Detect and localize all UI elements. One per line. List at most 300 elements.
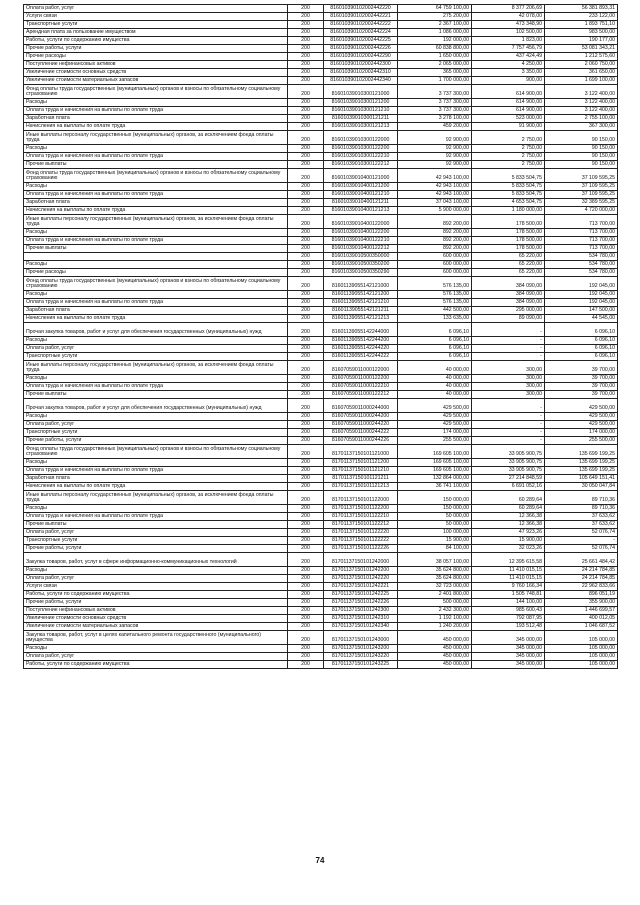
budget-code: 81601139055142121211 — [324, 307, 398, 315]
row-name: Прочие работы, услуги — [24, 599, 288, 607]
unexecuted-amount: 429 500,00 — [545, 413, 618, 421]
executed-amount: 3 350,00 — [472, 69, 545, 77]
budget-code: 81601139055142121213 — [324, 315, 398, 323]
table-row — [24, 337, 618, 345]
unexecuted-amount: 1 446 699,57 — [545, 607, 618, 615]
approved-amount: 92 900,00 — [398, 131, 472, 145]
budget-code: 81601039010300122200 — [324, 145, 398, 153]
approved-amount: 6 096,10 — [398, 323, 472, 337]
row-name: Прочая закупка товаров, работ и услуг для обеспечения государственных (муниципальных) нужд — [24, 399, 288, 413]
line-code: 200 — [288, 391, 324, 399]
budget-code: 81701137150101122200 — [324, 505, 398, 513]
line-code: 200 — [288, 253, 324, 261]
approved-amount: 3 278 100,00 — [398, 115, 472, 123]
approved-amount: 459 200,00 — [398, 123, 472, 131]
budget-code: 816010390102002442300 — [324, 61, 398, 69]
unexecuted-amount: 39 700,00 — [545, 361, 618, 375]
line-code: 200 — [288, 237, 324, 245]
approved-amount: 1 192 100,00 — [398, 615, 472, 623]
executed-amount: 384 090,00 — [472, 277, 545, 291]
executed-amount: 300,00 — [472, 383, 545, 391]
page-number: 74 — [315, 856, 325, 865]
approved-amount: 6 096,10 — [398, 345, 472, 353]
row-name: Оплата труда и начисления на выплаты по оплате труда — [24, 467, 288, 475]
line-code: 200 — [288, 207, 324, 215]
row-name: Расходы — [24, 229, 288, 237]
approved-amount: 36 741 100,00 — [398, 483, 472, 491]
row-name: Оплата труда и начисления на выплаты по оплате труда — [24, 191, 288, 199]
budget-code: 816010390102002442225 — [324, 37, 398, 45]
row-name: Начисления на выплаты по оплате труда — [24, 207, 288, 215]
approved-amount: 429 500,00 — [398, 413, 472, 421]
table-row — [24, 459, 618, 467]
executed-amount: 1 180 000,00 — [472, 207, 545, 215]
table-row — [24, 85, 618, 99]
row-name: Прочая закупка товаров, работ и услуг для обеспечения государственных (муниципальных) нужд — [24, 323, 288, 337]
executed-amount: 65 220,00 — [472, 269, 545, 277]
line-code: 200 — [288, 607, 324, 615]
budget-code: 81601039010400122210 — [324, 237, 398, 245]
approved-amount: 92 900,00 — [398, 153, 472, 161]
line-code: 200 — [288, 13, 324, 21]
budget-code: 81601039010400121213 — [324, 207, 398, 215]
row-name: Прочие работы, услуги — [24, 437, 288, 445]
line-code: 200 — [288, 53, 324, 61]
table-row — [24, 521, 618, 529]
line-code: 200 — [288, 29, 324, 37]
unexecuted-amount: 37 633,62 — [545, 521, 618, 529]
executed-amount: 6 691 052,16 — [472, 483, 545, 491]
approved-amount: 174 000,00 — [398, 429, 472, 437]
line-code: 200 — [288, 521, 324, 529]
unexecuted-amount: 534 780,00 — [545, 269, 618, 277]
table-row — [24, 229, 618, 237]
budget-code: 81601139055142121000 — [324, 277, 398, 291]
line-code: 200 — [288, 429, 324, 437]
row-name: Оплата работ, услуг — [24, 529, 288, 537]
budget-code: 81701137150101242000 — [324, 553, 398, 567]
unexecuted-amount: 39 700,00 — [545, 375, 618, 383]
table-row — [24, 13, 618, 21]
table-row — [24, 475, 618, 483]
budget-code: 81601039010300121210 — [324, 107, 398, 115]
approved-amount: 3 737 300,00 — [398, 99, 472, 107]
row-name: Закупка товаров, работ, услуг в сфере информационно-коммуникационных технологий — [24, 553, 288, 567]
unexecuted-amount: 105 000,00 — [545, 631, 618, 645]
line-code: 200 — [288, 261, 324, 269]
unexecuted-amount: 3 122 400,00 — [545, 99, 618, 107]
budget-code: 81601039010400122212 — [324, 245, 398, 253]
executed-amount: 384 090,00 — [472, 299, 545, 307]
line-code: 200 — [288, 99, 324, 107]
row-name: Транспортные услуги — [24, 21, 288, 29]
unexecuted-amount: 37 109 595,25 — [545, 169, 618, 183]
budget-code: 81701137150101121210 — [324, 467, 398, 475]
line-code: 200 — [288, 459, 324, 467]
executed-amount: 2 750,00 — [472, 153, 545, 161]
table-row — [24, 429, 618, 437]
row-name: Заработная плата — [24, 199, 288, 207]
approved-amount: 38 057 100,00 — [398, 553, 472, 567]
table-row — [24, 399, 618, 413]
unexecuted-amount: 2 060 750,00 — [545, 61, 618, 69]
row-name: Арендная плата за пользование имуществом — [24, 29, 288, 37]
executed-amount: 614 900,00 — [472, 99, 545, 107]
line-code: 200 — [288, 583, 324, 591]
table-row — [24, 21, 618, 29]
line-code: 200 — [288, 183, 324, 191]
approved-amount: 255 500,00 — [398, 437, 472, 445]
executed-amount: 193 512,48 — [472, 623, 545, 631]
approved-amount: 3 737 300,00 — [398, 85, 472, 99]
executed-amount: 2 750,00 — [472, 145, 545, 153]
executed-amount: - — [472, 399, 545, 413]
line-code: 200 — [288, 5, 324, 13]
approved-amount: 576 135,00 — [398, 299, 472, 307]
executed-amount: 295 000,00 — [472, 307, 545, 315]
table-row — [24, 37, 618, 45]
unexecuted-amount: 52 076,74 — [545, 529, 618, 537]
executed-amount: 33 905 900,75 — [472, 467, 545, 475]
budget-code: 81701137150101242225 — [324, 591, 398, 599]
budget-code: 81601039010400121200 — [324, 183, 398, 191]
row-name: Начисления на выплаты по оплате труда — [24, 315, 288, 323]
budget-table-sheet — [23, 4, 617, 669]
executed-amount: 7 757 456,79 — [472, 45, 545, 53]
budget-execution-table — [23, 4, 618, 669]
row-name: Транспортные услуги — [24, 537, 288, 545]
table-row — [24, 583, 618, 591]
approved-amount: 35 624 800,00 — [398, 575, 472, 583]
approved-amount: 600 000,00 — [398, 261, 472, 269]
unexecuted-amount: 90 150,00 — [545, 161, 618, 169]
line-code: 200 — [288, 623, 324, 631]
table-row — [24, 537, 618, 545]
unexecuted-amount: 105 000,00 — [545, 645, 618, 653]
executed-amount: 9 760 166,34 — [472, 583, 545, 591]
unexecuted-amount: 713 700,00 — [545, 245, 618, 253]
budget-code: 81601039010300121200 — [324, 99, 398, 107]
approved-amount: 600 000,00 — [398, 253, 472, 261]
row-name: Заработная плата — [24, 475, 288, 483]
row-name: Увеличение стоимости основных средств — [24, 69, 288, 77]
line-code: 200 — [288, 61, 324, 69]
row-name: Фонд оплаты труда государственных (муниципальных) органов и взносы по обязательному социальному страхованию — [24, 85, 288, 99]
unexecuted-amount: 135 699 199,25 — [545, 467, 618, 475]
line-code: 200 — [288, 421, 324, 429]
executed-amount: 614 900,00 — [472, 85, 545, 99]
table-row — [24, 491, 618, 505]
budget-code: 81701137150101242221 — [324, 583, 398, 591]
row-name: Оплата труда и начисления на выплаты по оплате труда — [24, 513, 288, 521]
row-name: Оплата работ, услуг — [24, 5, 288, 13]
line-code: 200 — [288, 575, 324, 583]
unexecuted-amount: 56 381 893,31 — [545, 5, 618, 13]
line-code: 200 — [288, 107, 324, 115]
unexecuted-amount: 534 780,00 — [545, 261, 618, 269]
budget-code: 81601039010400121000 — [324, 169, 398, 183]
executed-amount: 300,00 — [472, 391, 545, 399]
line-code: 200 — [288, 345, 324, 353]
budget-code: 81601139055142244222 — [324, 353, 398, 361]
approved-amount: 2 367 100,00 — [398, 21, 472, 29]
budget-code: 81701137150101243000 — [324, 631, 398, 645]
executed-amount: 300,00 — [472, 375, 545, 383]
table-row — [24, 413, 618, 421]
line-code: 200 — [288, 375, 324, 383]
budget-code: 81701137150101122222 — [324, 537, 398, 545]
row-name: Услуги связи — [24, 13, 288, 21]
unexecuted-amount: 135 699 199,25 — [545, 459, 618, 467]
unexecuted-amount: 1 046 687,52 — [545, 623, 618, 631]
line-code: 200 — [288, 599, 324, 607]
budget-code: 81601039010300121000 — [324, 85, 398, 99]
line-code: 200 — [288, 399, 324, 413]
unexecuted-amount: 105 000,00 — [545, 661, 618, 669]
table-row — [24, 169, 618, 183]
unexecuted-amount: 429 500,00 — [545, 399, 618, 413]
budget-code: 81601039010400122200 — [324, 229, 398, 237]
executed-amount: 65 220,00 — [472, 253, 545, 261]
executed-amount: 473 348,90 — [472, 21, 545, 29]
executed-amount: 4 653 504,75 — [472, 199, 545, 207]
approved-amount: 40 000,00 — [398, 391, 472, 399]
row-name: Заработная плата — [24, 307, 288, 315]
unexecuted-amount: 190 177,00 — [545, 37, 618, 45]
table-row — [24, 261, 618, 269]
table-row — [24, 307, 618, 315]
budget-code: 81701137150101121200 — [324, 459, 398, 467]
budget-code: 81701137150101121211 — [324, 475, 398, 483]
budget-code: 81701137150101243200 — [324, 645, 398, 653]
executed-amount: 178 500,00 — [472, 245, 545, 253]
table-row — [24, 291, 618, 299]
line-code: 200 — [288, 545, 324, 553]
approved-amount: 442 500,00 — [398, 307, 472, 315]
approved-amount: 2 432 300,00 — [398, 607, 472, 615]
line-code: 200 — [288, 269, 324, 277]
approved-amount: 40 000,00 — [398, 375, 472, 383]
table-row — [24, 299, 618, 307]
approved-amount: 92 900,00 — [398, 161, 472, 169]
row-name: Фонд оплаты труда государственных (муниципальных) органов и взносы по обязательному социальному страхованию — [24, 277, 288, 291]
budget-code: 81701137150101242300 — [324, 607, 398, 615]
budget-code: 81701137150101122226 — [324, 545, 398, 553]
table-row — [24, 99, 618, 107]
line-code: 200 — [288, 445, 324, 459]
table-row — [24, 575, 618, 583]
row-name: Закупка товаров, работ, услуг в целях капитального ремонта государственного (муниципального) имущества — [24, 631, 288, 645]
executed-amount: 65 220,00 — [472, 261, 545, 269]
line-code: 200 — [288, 337, 324, 345]
approved-amount: 133 635,00 — [398, 315, 472, 323]
row-name: Услуги связи — [24, 583, 288, 591]
table-row — [24, 483, 618, 491]
executed-amount: 91 900,00 — [472, 123, 545, 131]
line-code: 200 — [288, 437, 324, 445]
line-code: 200 — [288, 475, 324, 483]
table-row — [24, 199, 618, 207]
executed-amount: 345 000,00 — [472, 653, 545, 661]
row-name: Иные выплаты персоналу государственных (муниципальных) органов, за исключением фонда оплаты труда — [24, 491, 288, 505]
table-row — [24, 529, 618, 537]
table-row — [24, 253, 618, 261]
line-code: 200 — [288, 131, 324, 145]
executed-amount: 384 090,00 — [472, 291, 545, 299]
table-row — [24, 207, 618, 215]
line-code: 200 — [288, 161, 324, 169]
table-row — [24, 421, 618, 429]
table-row — [24, 631, 618, 645]
row-name: Расходы — [24, 645, 288, 653]
line-code: 200 — [288, 123, 324, 131]
line-code: 200 — [288, 153, 324, 161]
budget-code: 81601139055142121200 — [324, 291, 398, 299]
unexecuted-amount: 1 212 575,60 — [545, 53, 618, 61]
approved-amount: 2 401 800,00 — [398, 591, 472, 599]
executed-amount: 12 395 615,58 — [472, 553, 545, 567]
approved-amount: 40 000,00 — [398, 361, 472, 375]
unexecuted-amount: 4 720 000,00 — [545, 207, 618, 215]
line-code: 200 — [288, 21, 324, 29]
executed-amount: 2 750,00 — [472, 131, 545, 145]
row-name: Оплата труда и начисления на выплаты по оплате труда — [24, 237, 288, 245]
unexecuted-amount: 90 150,00 — [545, 153, 618, 161]
unexecuted-amount: 90 150,00 — [545, 131, 618, 145]
budget-code: 816010390102002442221 — [324, 13, 398, 21]
row-name: Прочие выплаты — [24, 161, 288, 169]
row-name: Увеличение стоимости материальных запасов — [24, 623, 288, 631]
table-row — [24, 345, 618, 353]
budget-code: 81701137150101122210 — [324, 513, 398, 521]
executed-amount: 8 377 206,69 — [472, 5, 545, 13]
unexecuted-amount: 983 500,00 — [545, 29, 618, 37]
executed-amount: 4 250,00 — [472, 61, 545, 69]
budget-code: 81701137150101243225 — [324, 661, 398, 669]
row-name: Расходы — [24, 99, 288, 107]
budget-code: 81701137150101242226 — [324, 599, 398, 607]
row-name: Иные выплаты персоналу государственных (муниципальных) органов, за исключением фонда оплаты труда — [24, 215, 288, 229]
row-name: Расходы — [24, 375, 288, 383]
approved-amount: 450 000,00 — [398, 645, 472, 653]
approved-amount: 275 200,00 — [398, 13, 472, 21]
unexecuted-amount: 39 700,00 — [545, 383, 618, 391]
budget-code: 81607059011000244220 — [324, 421, 398, 429]
budget-code: 81607059011000244200 — [324, 413, 398, 421]
executed-amount: 345 000,00 — [472, 631, 545, 645]
executed-amount: 144 100,00 — [472, 599, 545, 607]
line-code: 200 — [288, 69, 324, 77]
unexecuted-amount: 361 650,00 — [545, 69, 618, 77]
row-name: Иные выплаты персоналу государственных (муниципальных) органов, за исключением фонда оплаты труда — [24, 131, 288, 145]
approved-amount: 892 200,00 — [398, 215, 472, 229]
executed-amount: 178 500,00 — [472, 215, 545, 229]
executed-amount: - — [472, 429, 545, 437]
unexecuted-amount: 25 661 484,42 — [545, 553, 618, 567]
unexecuted-amount: 367 300,00 — [545, 123, 618, 131]
row-name: Расходы — [24, 413, 288, 421]
budget-code: 81601039010500350290 — [324, 269, 398, 277]
budget-code: 81601039010400122000 — [324, 215, 398, 229]
approved-amount: 32 723 000,00 — [398, 583, 472, 591]
unexecuted-amount: 52 076,74 — [545, 545, 618, 553]
budget-code: 81701137150101243220 — [324, 653, 398, 661]
approved-amount: 40 000,00 — [398, 383, 472, 391]
executed-amount: 345 000,00 — [472, 645, 545, 653]
table-row — [24, 467, 618, 475]
executed-amount: - — [472, 421, 545, 429]
row-name: Оплата труда и начисления на выплаты по оплате труда — [24, 153, 288, 161]
budget-code: 81601139055142244220 — [324, 345, 398, 353]
budget-code: 81701137150101121213 — [324, 483, 398, 491]
executed-amount: 47 923,26 — [472, 529, 545, 537]
approved-amount: 450 000,00 — [398, 661, 472, 669]
table-row — [24, 29, 618, 37]
row-name: Прочие выплаты — [24, 391, 288, 399]
approved-amount: 42 943 100,00 — [398, 169, 472, 183]
budget-code: 81601039010500350200 — [324, 261, 398, 269]
budget-code: 81601039010300122212 — [324, 161, 398, 169]
budget-code: 81701137150101242220 — [324, 575, 398, 583]
executed-amount: 12 366,38 — [472, 513, 545, 521]
executed-amount: 523 000,00 — [472, 115, 545, 123]
approved-amount: 600 000,00 — [398, 269, 472, 277]
row-name: Прочие работы, услуги — [24, 545, 288, 553]
row-name: Увеличение стоимости материальных запасов — [24, 77, 288, 85]
budget-code: 816010390102002442220 — [324, 5, 398, 13]
budget-code: 81701137150101242310 — [324, 615, 398, 623]
row-name: Увеличение стоимости основных средств — [24, 615, 288, 623]
approved-amount: 37 043 100,00 — [398, 199, 472, 207]
budget-code: 81607059011000122210 — [324, 383, 398, 391]
table-row — [24, 107, 618, 115]
unexecuted-amount: 6 096,10 — [545, 345, 618, 353]
line-code: 200 — [288, 45, 324, 53]
executed-amount: 345 000,00 — [472, 661, 545, 669]
table-row — [24, 437, 618, 445]
budget-code: 81601139055142244200 — [324, 337, 398, 345]
unexecuted-amount: 147 500,00 — [545, 307, 618, 315]
table-row — [24, 269, 618, 277]
unexecuted-amount: 713 700,00 — [545, 237, 618, 245]
budget-code: 81601039010300122210 — [324, 153, 398, 161]
table-row — [24, 191, 618, 199]
budget-code: 81601039010300121211 — [324, 115, 398, 123]
unexecuted-amount: 192 045,00 — [545, 277, 618, 291]
approved-amount: 5 900 000,00 — [398, 207, 472, 215]
executed-amount: 12 366,38 — [472, 521, 545, 529]
line-code: 200 — [288, 529, 324, 537]
row-name: Расходы — [24, 459, 288, 467]
line-code: 200 — [288, 215, 324, 229]
budget-code: 81601139055142121210 — [324, 299, 398, 307]
approved-amount: 365 000,00 — [398, 69, 472, 77]
executed-amount: 792 087,95 — [472, 615, 545, 623]
row-name: Работы, услуги по содержанию имущества — [24, 591, 288, 599]
unexecuted-amount: 32 389 595,25 — [545, 199, 618, 207]
unexecuted-amount: 44 545,00 — [545, 315, 618, 323]
executed-amount: 178 500,00 — [472, 237, 545, 245]
unexecuted-amount: 896 051,19 — [545, 591, 618, 599]
row-name: Фонд оплаты труда государственных (муниципальных) органов и взносы по обязательному социальному страхованию — [24, 169, 288, 183]
executed-amount: 60 289,64 — [472, 491, 545, 505]
budget-code: 816010390102002442222 — [324, 21, 398, 29]
budget-code: 816010390102002442224 — [324, 29, 398, 37]
approved-amount: 2 065 000,00 — [398, 61, 472, 69]
unexecuted-amount: 355 900,00 — [545, 599, 618, 607]
unexecuted-amount: 30 050 047,84 — [545, 483, 618, 491]
unexecuted-amount: 89 710,36 — [545, 505, 618, 513]
